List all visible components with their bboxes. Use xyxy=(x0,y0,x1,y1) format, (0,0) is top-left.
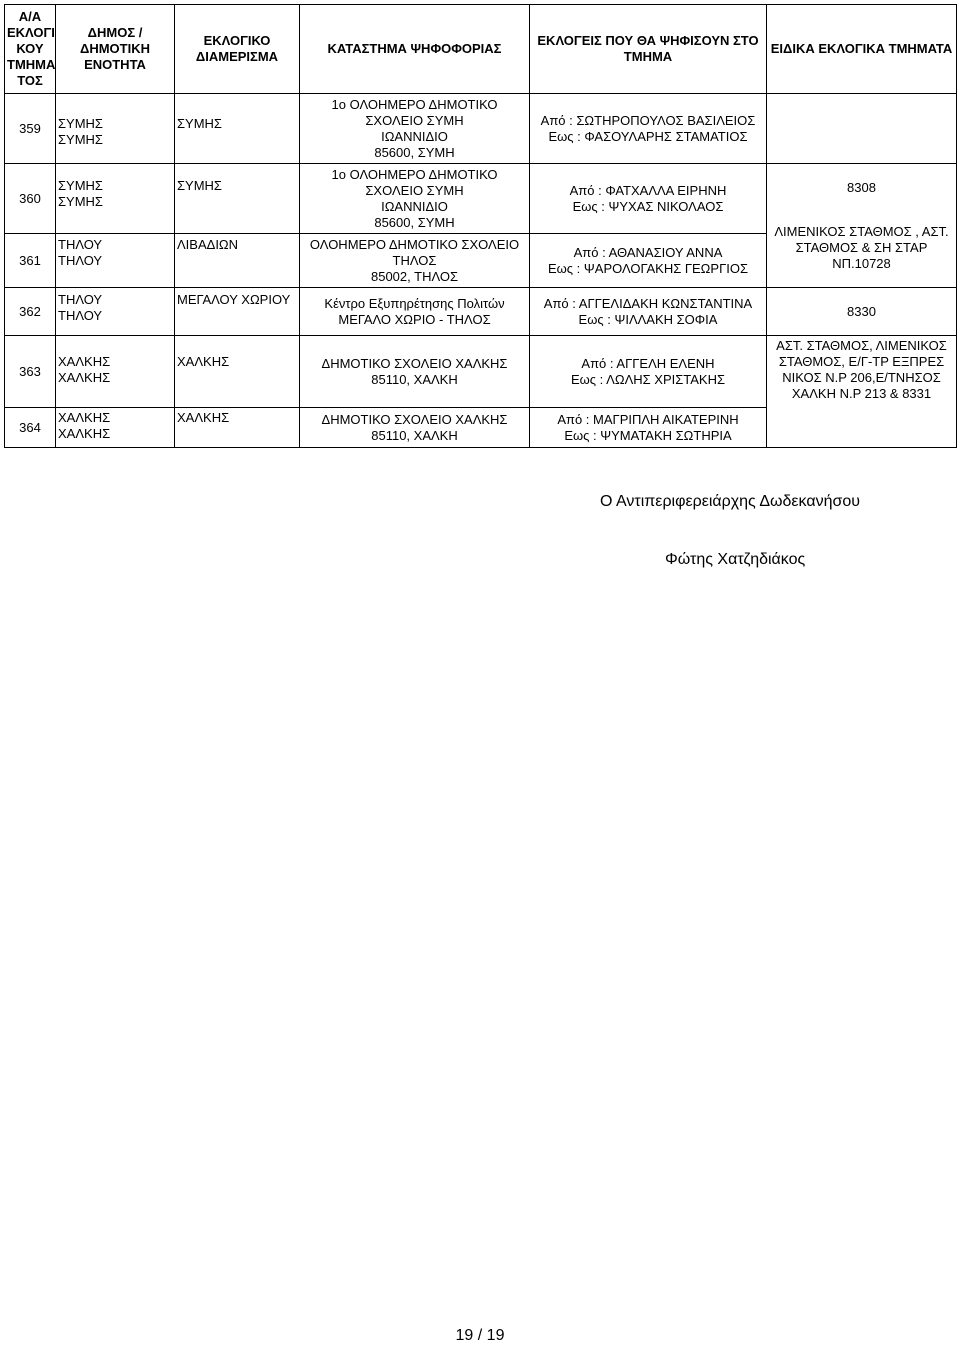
special-section-group-3 xyxy=(767,336,957,448)
header-station: ΚΑΤΑΣΤΗΜΑ ΨΗΦΟΦΟΡΙΑΣ xyxy=(300,5,530,94)
polling-station: ΟΛΟΗΜΕΡΟ ΔΗΜΟΤΙΚΟ ΣΧΟΛΕΙΟ ΤΗΛΟΣ 85002, ΤΗΛΟΣ xyxy=(300,234,530,288)
signatory-title: Ο Αντιπεριφερειάρχης Δωδεκανήσου xyxy=(600,493,861,510)
voter-range: Από : ΦΑΤΧΑΛΛΑ ΕΙΡΗΝΗ Εως : ΨΥΧΑΣ ΝΙΚΟΛΑΟΣ xyxy=(530,164,767,234)
municipality: ΣΥΜΗΣ ΣΥΜΗΣ xyxy=(56,94,175,164)
municipality: ΣΥΜΗΣ ΣΥΜΗΣ xyxy=(56,164,175,234)
municipality: ΤΗΛΟΥ ΤΗΛΟΥ xyxy=(56,288,175,336)
header-special: ΕΙΔΙΚΑ ΕΚΛΟΓΙΚΑ ΤΜΗΜΑΤΑ xyxy=(767,5,957,94)
special-code: 8330 xyxy=(847,303,876,319)
municipality: ΤΗΛΟΥ ΤΗΛΟΥ xyxy=(56,234,175,288)
voter-range: Από : ΑΘΑΝΑΣΙΟΥ ΑΝΝΑ Εως : ΨΑΡΟΛΟΓΑΚΗΣ ΓΕΩΡΓΙΟΣ xyxy=(530,234,767,288)
page-number: 19 / 19 xyxy=(455,1327,505,1344)
header-district: ΕΚΛΟΓΙΚΟ ΔΙΑΜΕΡΙΣΜΑ xyxy=(175,5,300,94)
district: ΛΙΒΑΔΙΩΝ xyxy=(175,234,300,288)
table-row xyxy=(5,288,957,336)
district: ΧΑΛΚΗΣ xyxy=(175,336,300,408)
special-line: ΑΣΤ. ΣΤΑΘΜΟΣ, ΛΙΜΕΝΙΚΟΣ xyxy=(776,338,947,353)
section-number: 359 xyxy=(5,94,56,164)
table-row xyxy=(5,336,957,408)
district: ΜΕΓΑΛΟΥ ΧΩΡΙΟΥ xyxy=(175,288,300,336)
special-section-group-1 xyxy=(767,164,957,288)
district: ΧΑΛΚΗΣ xyxy=(175,408,300,448)
special-code: 8308 xyxy=(847,179,876,195)
signatory-name: Φώτης Χατζηδιάκος xyxy=(665,551,806,568)
polling-station: 1ο ΟΛΟΗΜΕΡΟ ΔΗΜΟΤΙΚΟ ΣΧΟΛΕΙΟ ΣΥΜΗ ΙΩΑΝΝΙΔΙΟ 85600, ΣΥΜΗ xyxy=(300,164,530,234)
district: ΣΥΜΗΣ xyxy=(175,164,300,234)
polling-station: 1ο ΟΛΟΗΜΕΡΟ ΔΗΜΟΤΙΚΟ ΣΧΟΛΕΙΟ ΣΥΜΗ ΙΩΑΝΝΙΔΙΟ 85600, ΣΥΜΗ xyxy=(300,94,530,164)
district: ΣΥΜΗΣ xyxy=(175,94,300,164)
table-row xyxy=(5,164,957,234)
municipality: ΧΑΛΚΗΣ ΧΑΛΚΗΣ xyxy=(56,336,175,408)
special-line: ΝΙΚΟΣ Ν.Ρ 206,Ε/ΤΝΗΣΟΣ xyxy=(782,370,941,385)
special-section-empty xyxy=(767,94,957,164)
voter-range: Από : ΣΩΤΗΡΟΠΟΥΛΟΣ ΒΑΣΙΛΕΙΟΣ Εως : ΦΑΣΟΥΛΑΡΗΣ ΣΤΑΜΑΤΙΟΣ xyxy=(530,94,767,164)
section-number: 363 xyxy=(5,336,56,408)
special-line: ΣΤΑΘΜΟΣ, Ε/Γ-ΤΡ ΕΞΠΡΕΣ xyxy=(778,354,945,369)
section-number: 364 xyxy=(5,408,56,448)
polling-station: Κέντρο Εξυπηρέτησης Πολιτών ΜΕΓΑΛΟ ΧΩΡΙΟ - ΤΗΛΟΣ xyxy=(300,288,530,336)
section-number: 361 xyxy=(5,234,56,288)
section-number: 362 xyxy=(5,288,56,336)
voter-range: Από : ΜΑΓΡΙΠΛΗ ΑΙΚΑΤΕΡΙΝΗ Εως : ΨΥΜΑΤΑΚΗ ΣΩΤΗΡΙΑ xyxy=(530,408,767,448)
voter-range: Από : ΑΓΓΕΛΙΔΑΚΗ ΚΩΝΣΤΑΝΤΙΝΑ Εως : ΨΙΛΛΑΚΗ ΣΟΦΙΑ xyxy=(530,288,767,336)
voter-range: Από : ΑΓΓΕΛΗ ΕΛΕΝΗ Εως : ΛΩΛΗΣ ΧΡΙΣΤΑΚΗΣ xyxy=(530,336,767,408)
table-header-row xyxy=(5,5,957,94)
table-row xyxy=(5,94,957,164)
municipality: ΧΑΛΚΗΣ ΧΑΛΚΗΣ xyxy=(56,408,175,448)
special-line: ΝΠ.10728 xyxy=(832,255,891,271)
header-municipality: ΔΗΜΟΣ / ΔΗΜΟΤΙΚΗ ΕΝΟΤΗΤΑ xyxy=(56,5,175,94)
special-line: ΣΤΑΘΜΟΣ & ΣΗ ΣΤΑΡ xyxy=(795,239,928,255)
special-line: ΛΙΜΕΝΙΚΟΣ ΣΤΑΘΜΟΣ , ΑΣΤ. xyxy=(774,223,949,239)
section-number: 360 xyxy=(5,164,56,234)
special-section-group-2 xyxy=(767,288,957,336)
polling-station: ΔΗΜΟΤΙΚΟ ΣΧΟΛΕΙΟ ΧΑΛΚΗΣ 85110, ΧΑΛΚΗ xyxy=(300,336,530,408)
polling-stations-table xyxy=(4,4,957,448)
header-section-number: Α/Α ΕΚΛΟΓΙ ΚΟΥ ΤΜΗΜΑ ΤΟΣ xyxy=(5,5,56,94)
polling-station: ΔΗΜΟΤΙΚΟ ΣΧΟΛΕΙΟ ΧΑΛΚΗΣ 85110, ΧΑΛΚΗ xyxy=(300,408,530,448)
special-line: ΧΑΛΚΗ Ν.Ρ 213 & 8331 xyxy=(791,386,932,401)
header-voters: ΕΚΛΟΓΕΙΣ ΠΟΥ ΘΑ ΨΗΦΙΣΟΥΝ ΣΤΟ ΤΜΗΜΑ xyxy=(530,5,767,94)
